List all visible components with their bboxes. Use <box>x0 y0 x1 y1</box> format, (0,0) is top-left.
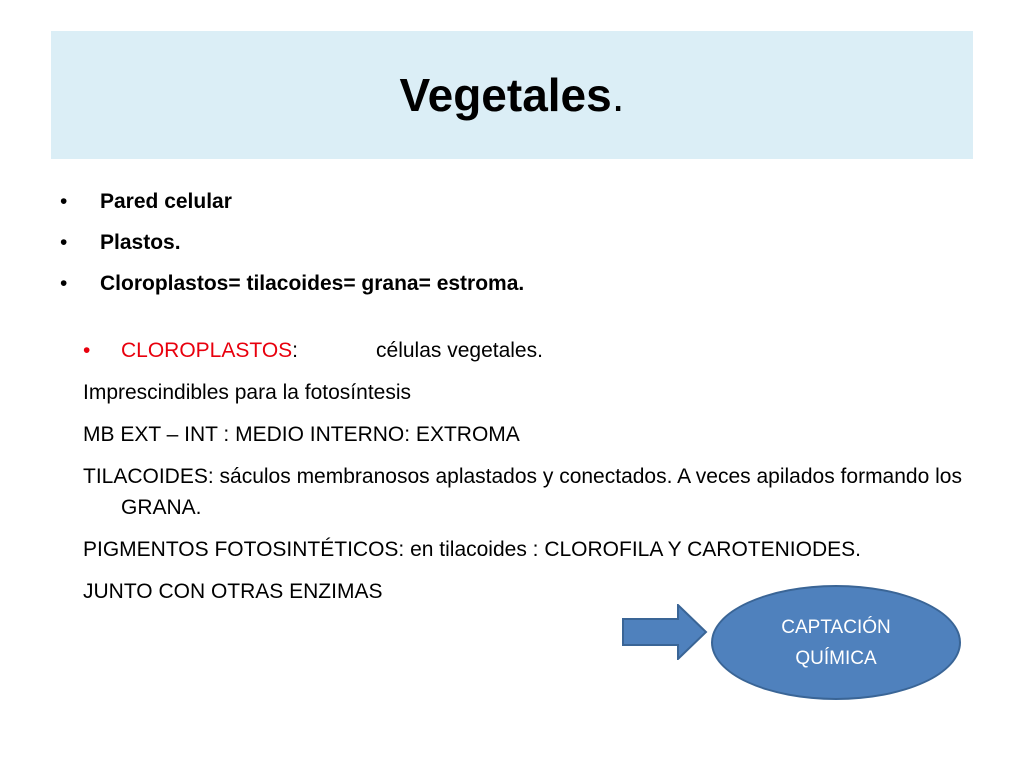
red-bullet-icon: • <box>83 339 91 362</box>
top-bullet-list <box>60 186 960 309</box>
title-banner <box>51 31 973 159</box>
chloroplast-term: CLOROPLASTOS <box>121 339 293 362</box>
right-arrow-icon <box>622 604 708 660</box>
bullet-icon: • <box>60 231 68 254</box>
list-item <box>60 268 960 309</box>
body-text-block <box>83 335 1003 618</box>
slide-title <box>399 68 624 122</box>
callout-line-1: CAPTACIÓN <box>781 616 891 638</box>
body-line: Imprescindibles para la fotosíntesis <box>83 381 411 404</box>
callout-line-2: QUÍMICA <box>795 647 877 669</box>
slide-title-text: Vegetales <box>399 69 612 121</box>
bullet-icon: • <box>60 190 68 213</box>
body-line: TILACOIDES: sáculos membranosos aplastados y conectados. A veces apilados formando los GRANA. <box>83 465 962 519</box>
callout-ellipse <box>711 585 961 700</box>
body-line: JUNTO CON OTRAS ENZIMAS <box>83 580 383 603</box>
chloroplast-colon: : <box>292 339 299 362</box>
list-item <box>60 186 960 227</box>
chloroplast-definition: células vegetales. <box>376 339 543 362</box>
list-item <box>60 227 960 268</box>
list-item-text: Plastos. <box>100 231 181 254</box>
chloroplast-line <box>83 335 1003 366</box>
slide-title-dot: . <box>611 69 625 121</box>
bullet-icon: • <box>60 272 68 295</box>
list-item-text: Cloroplastos= tilacoides= grana= estroma. <box>100 272 525 295</box>
body-line: MB EXT – INT : MEDIO INTERNO: EXTROMA <box>83 423 520 446</box>
list-item-text: Pared celular <box>100 190 232 213</box>
body-line: PIGMENTOS FOTOSINTÉTICOS: en tilacoides : CLOROFILA Y CAROTENIODES. <box>83 538 861 561</box>
